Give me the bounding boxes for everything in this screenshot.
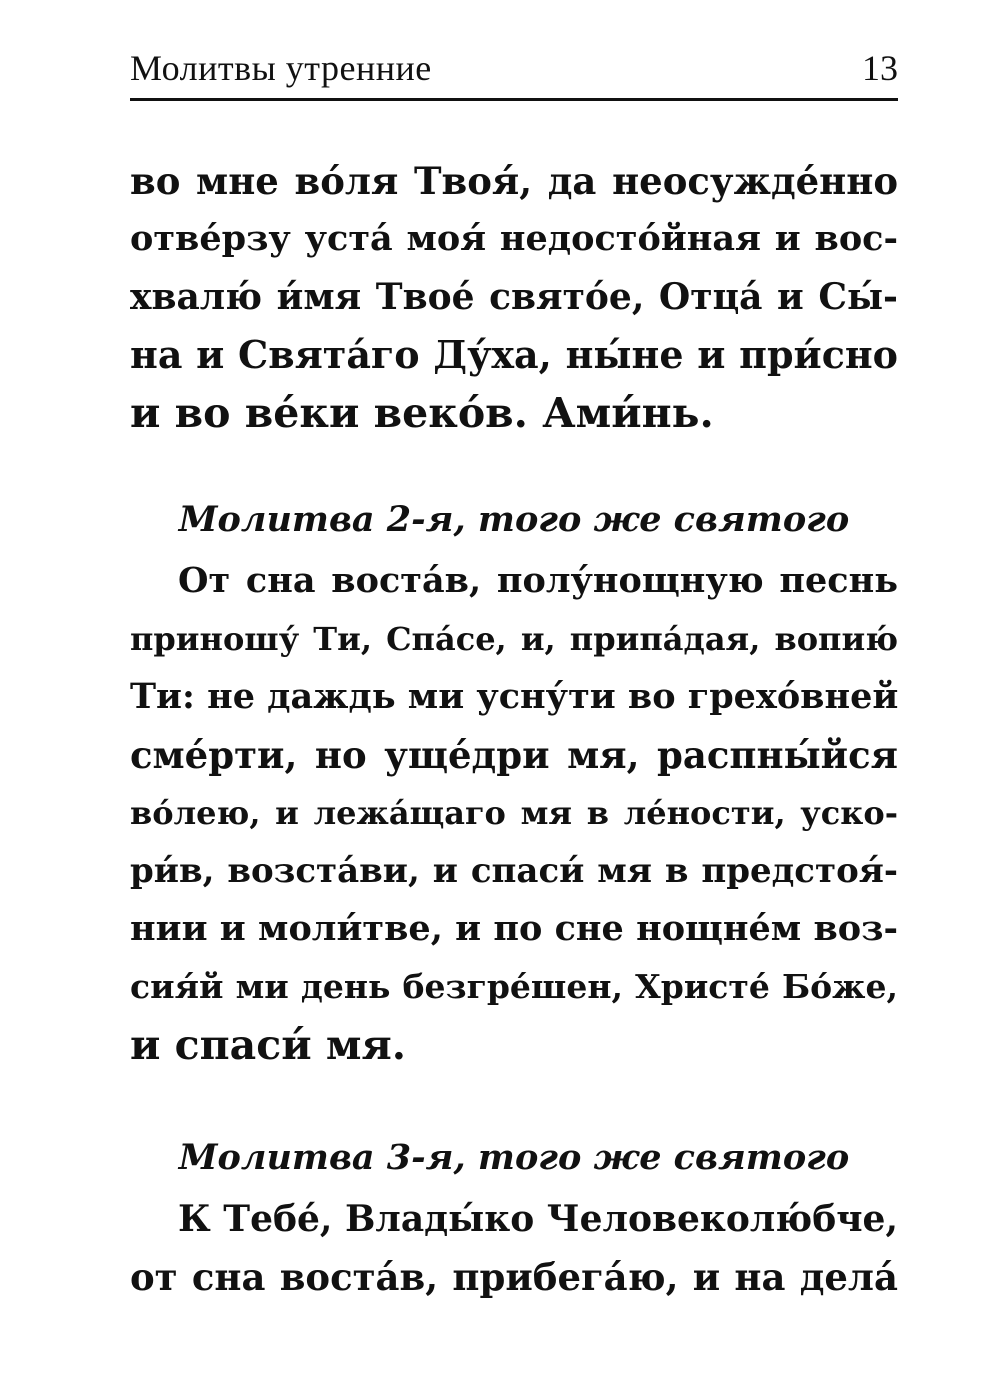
text-line: От сна воста́в, полу́нощную песнь [178, 560, 898, 601]
text-line: и спаси́ мя. [130, 1021, 407, 1069]
text-line: во мне во́ля Твоя́, да неосужде́нно [130, 159, 898, 203]
paragraph-2 [130, 552, 898, 1074]
page-number: 13 [862, 48, 898, 88]
text-line: приношу́ Ти, Спа́се, и, припа́дая, вопию́ [130, 620, 898, 658]
running-head [130, 48, 898, 101]
text-line: К Тебе́, Влады́ко Человеколю́бче, [178, 1198, 898, 1240]
text-line: хвалю́ и́мя Твое́ свято́е, Отца́ и Сы́- [130, 276, 898, 318]
text-line: сме́рти, но уще́дри мя, распны́йся [130, 733, 898, 777]
text-line: отве́рзу уста́ моя́ недосто́йная и вос- [130, 218, 898, 259]
text-line: нии и моли́тве, и по сне нощне́м воз- [130, 908, 898, 949]
paragraph-3 [130, 1190, 898, 1306]
running-title: Молитвы утренние [130, 48, 432, 88]
prayer-heading-3: Молитва 3-я, того же святого [178, 1137, 850, 1178]
text-line: во́лею, и лежа́щаго мя в ле́ности, уско- [130, 794, 898, 832]
text-line: и во ве́ки веко́в. Ами́нь. [130, 389, 714, 437]
prayer-heading-2: Молитва 2-я, того же святого [178, 499, 850, 540]
paragraph-1 [130, 152, 898, 442]
text-line: сия́й ми день безгре́шен, Христе́ Бо́же, [130, 967, 898, 1006]
text-line: Ти: не даждь ми усну́ти во грехо́вней [130, 676, 899, 717]
text-line: ри́в, возста́ви, и спаси́ мя в предстоя́- [130, 851, 898, 891]
text-line: от сна воста́в, прибега́ю, и на дела́ [130, 1255, 898, 1299]
text-line: на и Свята́го Ду́ха, ны́не и при́сно [130, 332, 898, 377]
